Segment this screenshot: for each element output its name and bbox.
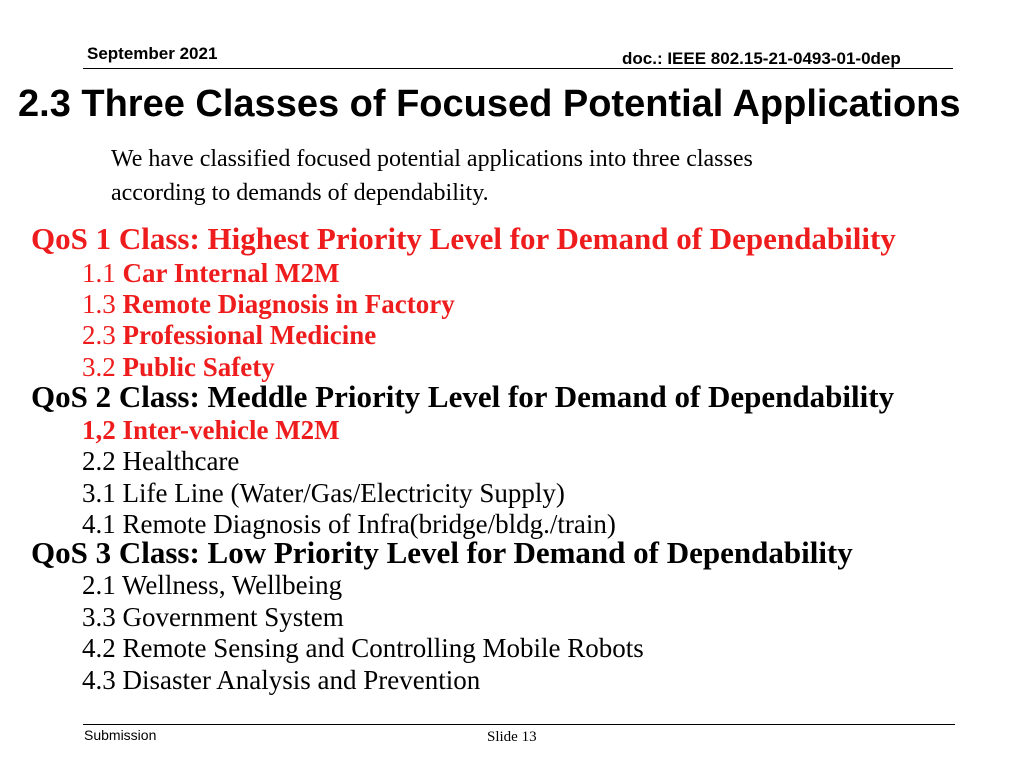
qos1-item-text: Professional Medicine bbox=[122, 320, 377, 350]
header-doc-id: doc.: IEEE 802.15-21-0493-01-0dep bbox=[622, 49, 901, 68]
slide-title: 2.3 Three Classes of Focused Potential Applications bbox=[18, 83, 961, 125]
header-divider bbox=[83, 68, 953, 69]
intro-line-1: We have classified focused potential applications into three classes bbox=[111, 146, 753, 172]
qos1-item bbox=[82, 318, 376, 352]
qos3-item: 4.2 Remote Sensing and Controlling Mobile Robots bbox=[82, 633, 644, 663]
qos1-item-text: Remote Diagnosis in Factory bbox=[122, 289, 455, 319]
qos3-heading: QoS 3 Class: Low Priority Level for Demand of Dependability bbox=[31, 535, 853, 570]
qos1-item-number: 3.2 bbox=[82, 352, 123, 382]
qos2-heading: QoS 2 Class: Meddle Priority Level for Demand of Dependability bbox=[31, 379, 895, 414]
intro-line-2: according to demands of dependability. bbox=[111, 180, 489, 206]
qos1-item bbox=[82, 287, 455, 321]
qos1-heading: QoS 1 Class: Highest Priority Level for Demand of Dependability bbox=[31, 221, 896, 256]
qos3-item: 4.3 Disaster Analysis and Prevention bbox=[82, 665, 481, 695]
footer-slide-number: Slide 13 bbox=[487, 729, 537, 745]
qos1-item-text: Public Safety bbox=[122, 352, 275, 382]
qos2-item: 2.2 Healthcare bbox=[82, 446, 240, 476]
qos1-item-number: 2.3 bbox=[82, 320, 123, 350]
qos1-item-number: 1.1 bbox=[82, 258, 123, 288]
intro-text bbox=[111, 142, 753, 210]
footer-divider bbox=[83, 724, 955, 725]
qos1-item-text: Car Internal M2M bbox=[122, 258, 340, 288]
qos3-item: 2.1 Wellness, Wellbeing bbox=[82, 570, 343, 600]
footer-submission: Submission bbox=[84, 727, 157, 743]
qos2-item: 4.1 Remote Diagnosis of Infra(bridge/bldg./train) bbox=[82, 509, 616, 539]
qos1-item-number: 1.3 bbox=[82, 289, 123, 319]
qos1-item bbox=[82, 256, 339, 290]
qos3-item: 3.3 Government System bbox=[82, 602, 344, 632]
header-date: September 2021 bbox=[87, 44, 218, 63]
qos2-item: 3.1 Life Line (Water/Gas/Electricity Supply) bbox=[82, 478, 565, 508]
qos2-item: 1,2 Inter-vehicle M2M bbox=[82, 415, 340, 445]
